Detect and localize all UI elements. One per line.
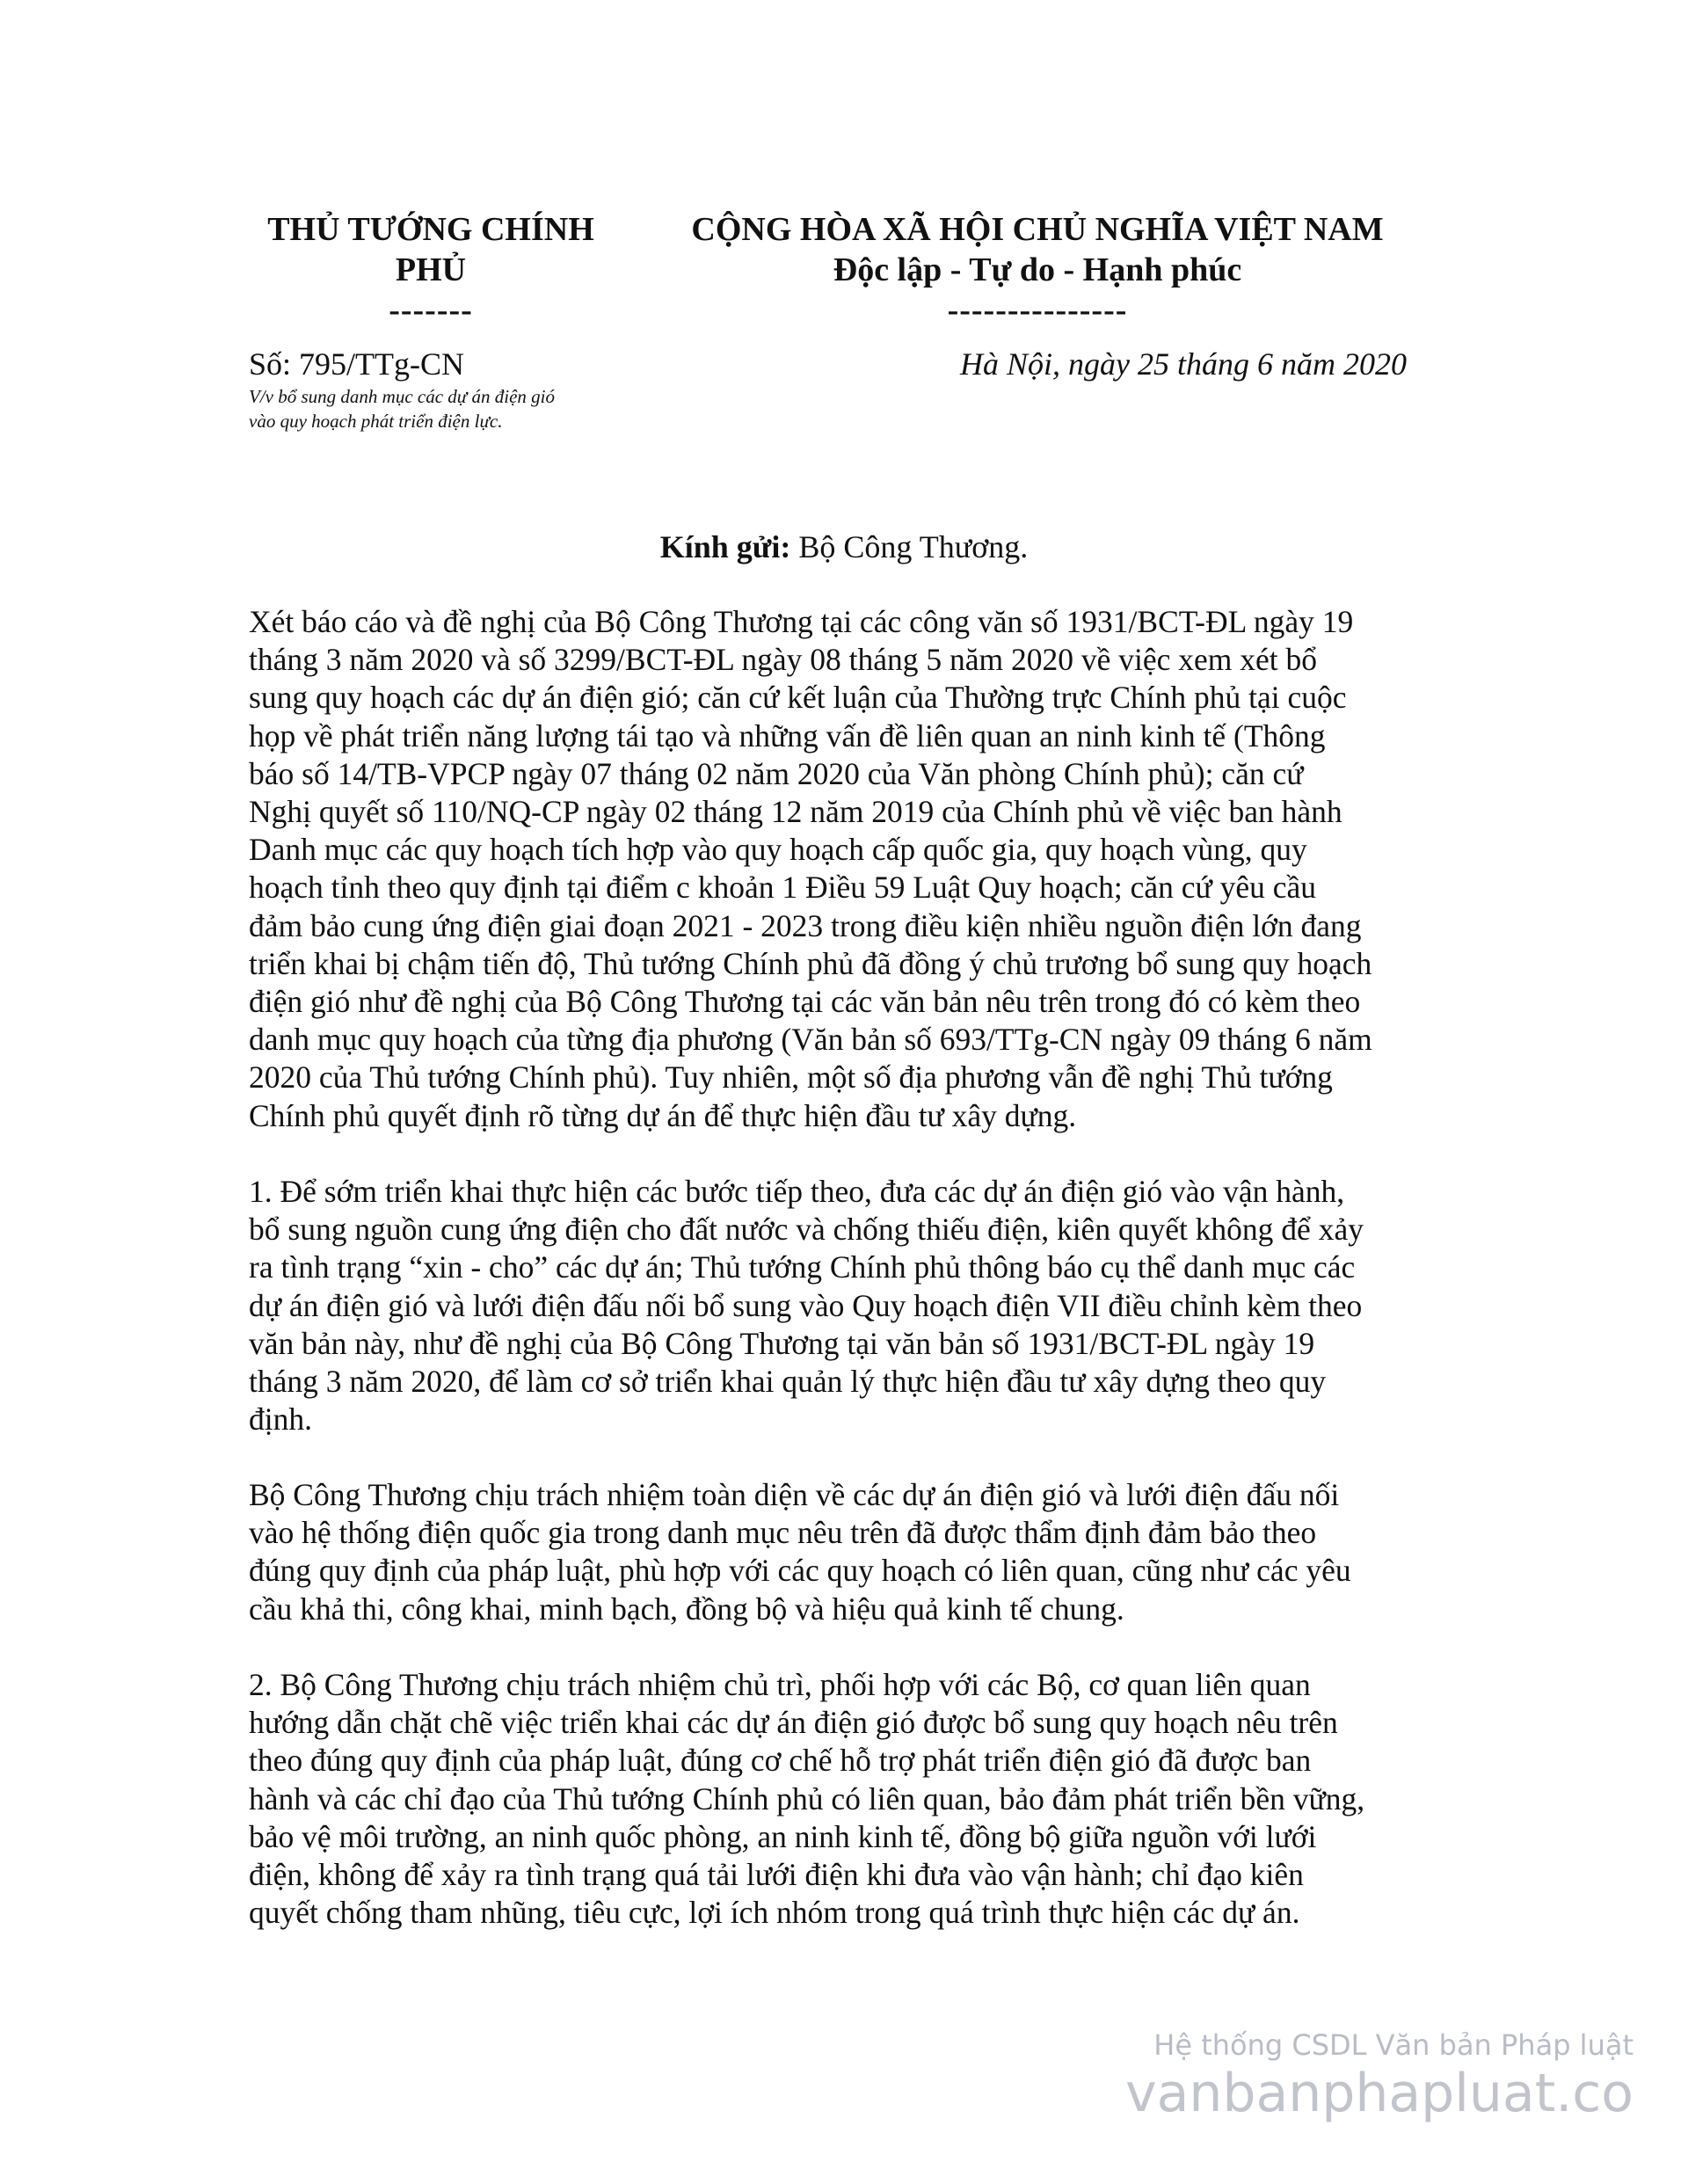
text-line: quyết chống tham nhũng, tiêu cực, lợi ích nhóm trong quá trình thực hiện các dự án. [249, 1895, 1300, 1931]
document-subject [249, 384, 653, 433]
paragraph-preamble [249, 603, 1462, 1135]
text-line: 1. Để sớm triển khai thực hiện các bước tiếp theo, đưa các dự án điện gió vào vận hành, [249, 1174, 1345, 1209]
text-line: 2. Bộ Công Thương chịu trách nhiệm chủ trì, phối hợp với các Bộ, cơ quan liên quan [249, 1667, 1311, 1702]
text-line: 2020 của Thủ tướng Chính phủ). Tuy nhiên, một số địa phương vẫn đề nghị Thủ tướng [249, 1059, 1333, 1096]
text-line: điện gió như đề nghị của Bộ Công Thương tại các văn bản nêu trên trong đó có kèm theo [249, 984, 1361, 1020]
text-line: hướng dẫn chặt chẽ việc triển khai các dự án điện gió được bổ sung quy hoạch nêu trên [249, 1705, 1338, 1741]
text-line: sung quy hoạch các dự án điện gió; căn cứ kết luận của Thường trực Chính phủ tại cuộc [249, 680, 1347, 716]
text-line: Nghị quyết số 110/NQ-CP ngày 02 tháng 12 năm 2019 của Chính phủ về việc ban hành [249, 794, 1342, 830]
agency-name-line-2: PHỦ [395, 251, 467, 288]
national-heading [642, 209, 1433, 331]
recipient-label: Kính gửi: [659, 529, 791, 564]
text-line: văn bản này, như đề nghị của Bộ Công Thương tại văn bản số 1931/BCT-ĐL ngày 19 [249, 1325, 1315, 1361]
subject-line-1: V/v bổ sung danh mục các dự án điện gió [249, 386, 555, 407]
text-line: Danh mục các quy hoạch tích hợp vào quy hoạch cấp quốc gia, quy hoạch vùng, quy [249, 832, 1307, 868]
watermark-site: vanbanphapluat.co [1125, 2063, 1633, 2124]
agency-name-line-1: THỦ TƯỚNG CHÍNH [267, 211, 594, 248]
text-line: ra tình trạng “xin - cho” các dự án; Thủ tướng Chính phủ thông báo cụ thể danh mục các [249, 1249, 1356, 1285]
text-line: điện, không để xảy ra tình trạng quá tải lưới điện khi đưa vào vận hành; chỉ đạo kiên [249, 1857, 1304, 1893]
paragraph-responsibility [249, 1476, 1462, 1628]
nation-name: CỘNG HÒA XÃ HỘI CHỦ NGHĨA VIỆT NAM [691, 211, 1384, 248]
text-line: tháng 3 năm 2020 và số 3299/BCT-ĐL ngày 08 tháng 5 năm 2020 về việc xem xét bổ [249, 642, 1318, 678]
text-line: tháng 3 năm 2020, để làm cơ sở triển khai quản lý thực hiện đầu tư xây dựng theo quy [249, 1364, 1327, 1400]
text-line: hoạch tỉnh theo quy định tại điểm c khoản 1 Điều 59 Luật Quy hoạch; căn cứ yêu cầu [249, 870, 1317, 906]
text-line: bổ sung nguồn cung ứng điện cho đất nước và chống thiếu điện, kiên quyết không để xảy [249, 1212, 1364, 1248]
text-line: Chính phủ quyết định rõ từng dự án để thực hiện đầu tư xây dựng. [249, 1097, 1077, 1133]
document-number: Số: 795/TTg-CN [249, 346, 465, 382]
subject-line-2: vào quy hoạch phát triển điện lực. [249, 411, 503, 432]
text-line: bảo vệ môi trường, an ninh quốc phòng, an ninh kinh tế, đồng bộ giữa nguồn với lưới [249, 1818, 1317, 1854]
text-line: Xét báo cáo và đề nghị của Bộ Công Thương tại các công văn số 1931/BCT-ĐL ngày 19 [249, 604, 1354, 639]
text-line: Bộ Công Thương chịu trách nhiệm toàn diện về các dự án điện gió và lưới điện đấu nối [249, 1477, 1340, 1512]
place-and-date: Hà Nội, ngày 25 tháng 6 năm 2020 [960, 346, 1407, 382]
text-line: triển khai bị chậm tiến độ, Thủ tướng Chính phủ đã đồng ý chủ trương bổ sung quy hoạch [249, 945, 1372, 981]
text-line: danh mục quy hoạch của từng địa phương (Văn bản số 693/TTg-CN ngày 09 tháng 6 năm [249, 1022, 1372, 1058]
text-line: dự án điện gió và lưới điện đấu nối bổ sung vào Quy hoạch điện VII điều chỉnh kèm theo [249, 1287, 1363, 1323]
text-line: cầu khả thi, công khai, minh bạch, đồng bộ và hiệu quả kinh tế chung. [249, 1591, 1124, 1627]
paragraph-item-2 [249, 1666, 1462, 1932]
text-line: theo đúng quy định của pháp luật, đúng cơ chế hỗ trợ phát triển điện gió đã được ban [249, 1743, 1312, 1779]
text-line: định. [249, 1401, 312, 1438]
agency-rule: ------- [389, 292, 473, 329]
watermark-caption: Hệ thống CSDL Văn bản Pháp luật [1153, 2028, 1633, 2062]
text-line: họp về phát triển năng lượng tái tạo và những vấn đề liên quan an ninh kinh tế (Thông [249, 717, 1326, 753]
text-line: đảm bảo cung ứng điện giai đoạn 2021 - 2023 trong điều kiện nhiều nguồn điện lớn đang [249, 907, 1362, 943]
text-line: hành và các chỉ đạo của Thủ tướng Chính phủ có liên quan, bảo đảm phát triển bền vững, [249, 1780, 1365, 1816]
text-line: báo số 14/TB-VPCP ngày 07 tháng 02 năm 2020 của Văn phòng Chính phủ); căn cứ [249, 755, 1304, 791]
recipient-name: Bộ Công Thương. [790, 529, 1029, 564]
paragraph-item-1 [249, 1173, 1462, 1438]
text-line: đúng quy định của pháp luật, phù hợp với các quy hoạch có liên quan, cũng như các yêu [249, 1553, 1351, 1589]
national-motto: Độc lập - Tự do - Hạnh phúc [833, 251, 1242, 288]
text-line: vào hệ thống điện quốc gia trong danh mục nêu trên đã được thẩm định đảm bảo theo [249, 1515, 1317, 1551]
motto-rule: --------------- [947, 292, 1128, 329]
issuing-agency [237, 209, 624, 331]
recipient-line [0, 528, 1688, 566]
